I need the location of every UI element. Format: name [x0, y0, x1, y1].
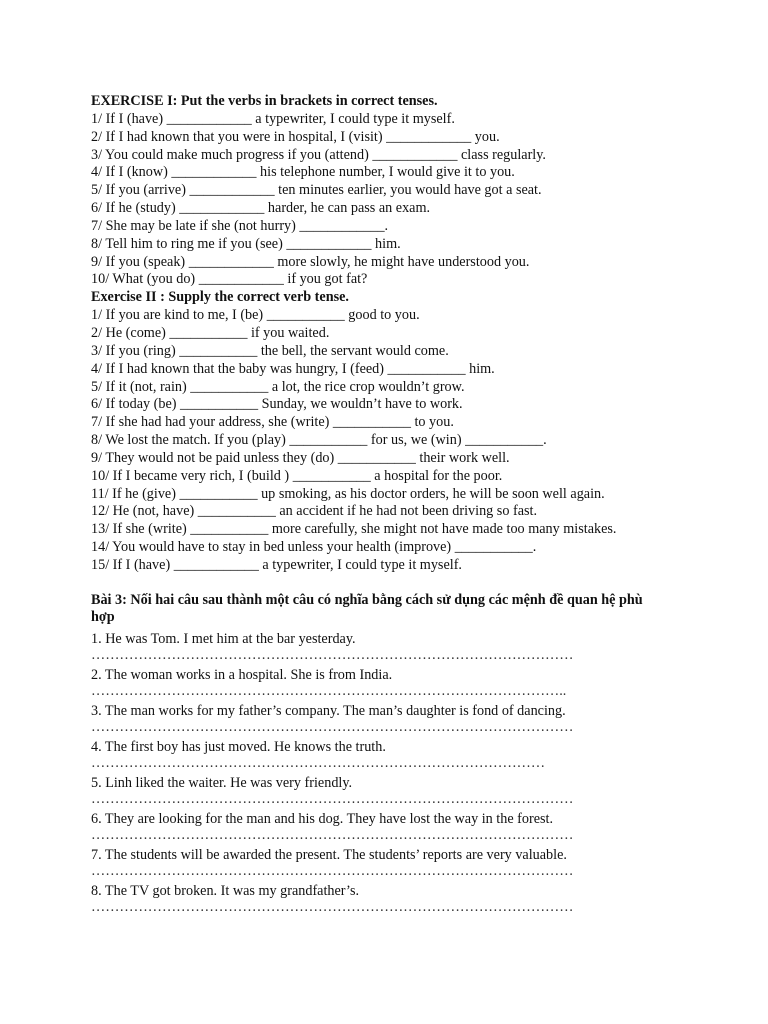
exercise-2-item: 11/ If he (give) ___________ up smoking, as his doctor orders, he will be soon well again.: [91, 485, 605, 502]
exercise-2-item: 2/ He (come) ___________ if you waited.: [91, 324, 330, 341]
answer-dotted-line: ……………………………………………………………………………………: [91, 756, 545, 771]
exercise-2-item: 3/ If you (ring) ___________ the bell, the servant would come.: [91, 342, 449, 359]
exercise-3-question: 8. The TV got broken. It was my grandfather’s.: [91, 883, 360, 899]
answer-dotted-line: …………………………………………………………………………………………: [91, 648, 574, 663]
answer-dotted-line: …………………………………………………………………………………………: [91, 720, 574, 735]
exercise-3-question: 5. Linh liked the waiter. He was very friendly.: [91, 775, 353, 791]
exercise-2-item: 13/ If she (write) ___________ more carefully, she might not have made too many mistakes.: [91, 521, 617, 538]
exercise-2-title: Exercise II : Supply the correct verb tense.: [91, 289, 349, 306]
exercise-3-question: 2. The woman works in a hospital. She is from India.: [91, 667, 393, 683]
exercise-1-title: EXERCISE I: Put the verbs in brackets in correct tenses.: [91, 93, 438, 109]
exercise-3-question: 7. The students will be awarded the present. The students’ reports are very valuable.: [91, 847, 567, 863]
exercise-2-item: 1/ If you are kind to me, I (be) ___________ good to you.: [91, 307, 420, 324]
answer-dotted-line: …………………………………………………………………………………………: [91, 792, 574, 807]
exercise-2-item: 8/ We lost the match. If you (play) ___________ for us, we (win) ___________.: [91, 432, 547, 449]
answer-dotted-line: ………………………………………………………………………………………..: [91, 684, 567, 699]
exercise-3: [91, 592, 711, 918]
exercise-3-question: 4. The first boy has just moved. He knows the truth.: [91, 739, 386, 755]
exercise-1-item: 2/ If I had known that you were in hospital, I (visit) ____________ you.: [91, 128, 500, 145]
exercise-1-item: 5/ If you (arrive) ____________ ten minutes earlier, you would have got a seat.: [91, 182, 542, 199]
exercise-2-item: 6/ If today (be) ___________ Sunday, we wouldn’t have to work.: [91, 396, 463, 413]
exercise-3-question: 6. They are looking for the man and his dog. They have lost the way in the forest.: [91, 811, 554, 827]
exercise-2-item: 9/ They would not be paid unless they (do) ___________ their work well.: [91, 449, 510, 466]
exercise-2-item: 5/ If it (not, rain) ___________ a lot, the rice crop wouldn’t grow.: [91, 378, 465, 395]
exercise-3-question: 1. He was Tom. I met him at the bar yesterday.: [91, 631, 356, 647]
exercise-1-item: 7/ She may be late if she (not hurry) ____________.: [91, 217, 389, 234]
exercise-1-item: 8/ Tell him to ring me if you (see) ____________ him.: [91, 235, 401, 252]
exercise-2-item: 10/ If I became very rich, I (build ) ___________ a hospital for the poor.: [91, 467, 503, 484]
exercise-2-item: 15/ If I (have) ____________ a typewriter, I could type it myself.: [91, 556, 462, 573]
exercise-2-item: 14/ You would have to stay in bed unless your health (improve) ___________.: [91, 539, 537, 556]
exercise-1-item: 4/ If I (know) ____________ his telephone number, I would give it to you.: [91, 164, 515, 181]
answer-dotted-line: …………………………………………………………………………………………: [91, 864, 574, 879]
exercise-1-item: 6/ If he (study) ____________ harder, he can pass an exam.: [91, 200, 431, 217]
exercise-1-item: 10/ What (you do) ____________ if you got fat?: [91, 271, 368, 288]
answer-dotted-line: …………………………………………………………………………………………: [91, 828, 574, 843]
exercise-1-item: 3/ You could make much progress if you (attend) ____________ class regularly.: [91, 146, 546, 163]
exercise-3-question: 3. The man works for my father’s company. The man’s daughter is fond of dancing.: [91, 703, 566, 719]
exercise-2-item: 4/ If I had known that the baby was hungry, I (feed) ___________ him.: [91, 360, 495, 377]
exercise-1-item: 9/ If you (speak) ____________ more slowly, he might have understood you.: [91, 253, 530, 270]
exercise-3-title: Bài 3: Nối hai câu sau thành một câu có nghĩa bằng cách sử dụng các mệnh đề quan hệ phù hợp: [91, 592, 643, 625]
answer-dotted-line: …………………………………………………………………………………………: [91, 900, 574, 915]
exercise-2-item: 7/ If she had had your address, she (write) ___________ to you.: [91, 414, 454, 431]
exercise-2-item: 12/ He (not, have) ___________ an accident if he had not been driving so fast.: [91, 503, 537, 520]
exercise-1-item: 1/ If I (have) ____________ a typewriter, I could type it myself.: [91, 110, 455, 127]
exercise-1: [91, 93, 711, 575]
